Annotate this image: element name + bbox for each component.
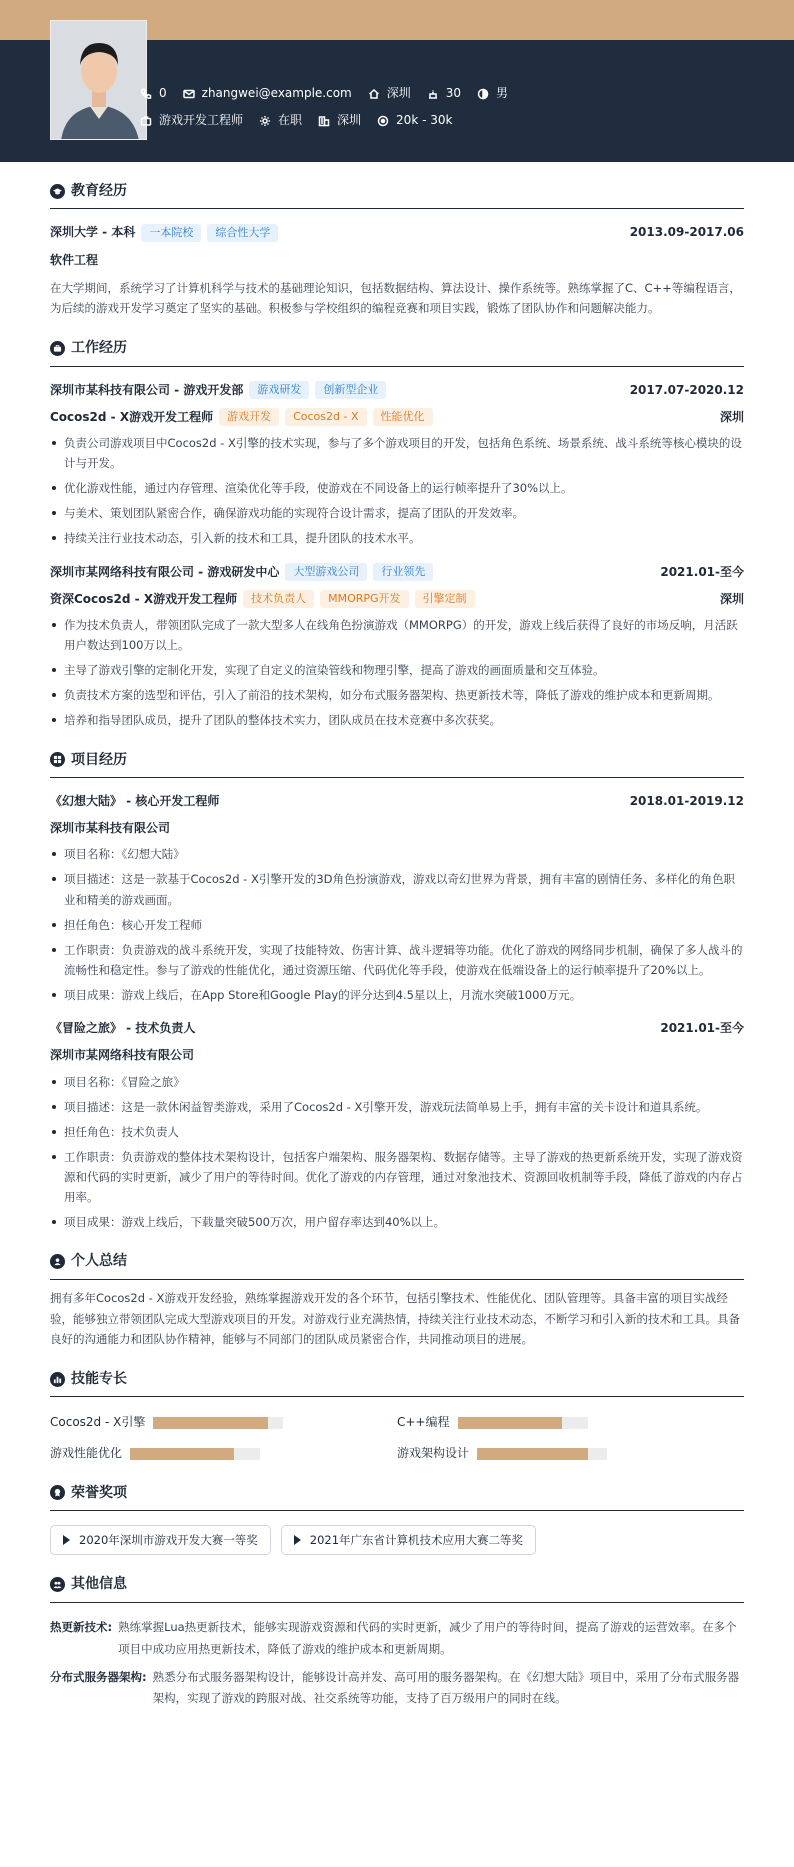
header-info-text: 游戏开发工程师 bbox=[159, 113, 244, 127]
project-company: 深圳市某科技有限公司 bbox=[50, 821, 171, 836]
job-role: Cocos2d - X游戏开发工程师 bbox=[50, 409, 214, 424]
grid-icon bbox=[50, 752, 65, 767]
project-entry bbox=[50, 792, 744, 1005]
project-name: 《冒险之旅》 - 技术负责人 bbox=[50, 1021, 196, 1036]
phone-icon bbox=[140, 88, 152, 100]
header-info-text: 0 bbox=[159, 86, 167, 100]
other-info-key: 热更新技术: bbox=[50, 1619, 113, 1634]
building-icon bbox=[318, 115, 330, 127]
summary-section bbox=[50, 1250, 744, 1349]
mail-icon bbox=[183, 88, 195, 100]
list-item: 项目名称：《幻想大陆》 bbox=[50, 844, 744, 864]
header-info-text: 深圳 bbox=[386, 86, 411, 100]
header-info-text: 在职 bbox=[278, 113, 303, 127]
section-title: 项目经历 bbox=[71, 751, 127, 768]
skill-bar-fill bbox=[477, 1448, 588, 1460]
header-info-item bbox=[140, 111, 243, 130]
section-title: 工作经历 bbox=[71, 340, 127, 357]
skill-bar-fill bbox=[458, 1417, 562, 1429]
role-tag: 游戏开发 bbox=[219, 408, 279, 426]
list-item: 工作职责：负责游戏的整体技术架构设计，包括客户端架构、服务器架构、数据存储等。主导了游戏的热更新系统开发，实现了游戏资源和代码的实时更新，减少了用户的等待时间。优化了游戏的内存管理，通过对象池技术、资源回收机制等手段，降低了游戏的内存占用率。 bbox=[50, 1147, 744, 1207]
users-icon bbox=[50, 1577, 65, 1592]
section-title: 技能专长 bbox=[71, 1370, 127, 1387]
skill-item bbox=[397, 1413, 744, 1432]
role-tag: 引擎定制 bbox=[415, 590, 475, 608]
status-row bbox=[140, 111, 468, 130]
job-date: 2017.07-2020.12 bbox=[629, 382, 744, 397]
list-item: 优化游戏性能，通过内存管理、渲染优化等手段，使游戏在不同设备上的运行帧率提升了30%以上。 bbox=[50, 478, 744, 498]
bar-chart-icon bbox=[50, 1372, 65, 1387]
home-icon bbox=[368, 88, 380, 100]
school-name: 深圳大学 - 本科 bbox=[50, 225, 136, 240]
list-item: 持续关注行业技术动态，引入新的技术和工具，提升团队的技术水平。 bbox=[50, 528, 744, 548]
list-item: 主导了游戏引擎的定制化开发，实现了自定义的渲染管线和物理引擎，提高了游戏的画面质量和交互体验。 bbox=[50, 660, 744, 680]
education-description: 在大学期间，系统学习了计算机科学与技术的基础理论知识，包括数据结构、算法设计、操作系统等。熟练掌握了C、C++等编程语言，为后续的游戏开发学习奠定了坚实的基础。积极参与学校组织的编程竞赛和项目实践，锻炼了团队协作和问题解决能力。 bbox=[50, 280, 741, 316]
triangle-icon bbox=[63, 1535, 70, 1545]
briefcase-icon bbox=[50, 341, 65, 356]
project-company: 深圳市某网络科技有限公司 bbox=[50, 1048, 195, 1063]
education-date: 2013.09-2017.06 bbox=[629, 225, 744, 240]
graduation-cap-icon bbox=[50, 184, 65, 199]
other-info-key: 分布式服务器架构: bbox=[50, 1669, 147, 1684]
other-info-item bbox=[50, 1617, 744, 1661]
list-item: 负责技术方案的选型和评估，引入了前沿的技术架构，如分布式服务器架构、热更新技术等，降低了游戏的维护成本和更新周期。 bbox=[50, 685, 744, 705]
company-tag: 行业领先 bbox=[373, 563, 433, 581]
award-item bbox=[50, 1525, 271, 1555]
list-item: 担任角色：技术负责人 bbox=[50, 1122, 744, 1142]
skill-name: C++编程 bbox=[397, 1415, 450, 1430]
list-item: 与美术、策划团队紧密合作，确保游戏功能的实现符合设计需求，提高了团队的开发效率。 bbox=[50, 503, 744, 523]
other-info-value: 熟悉分布式服务器架构设计，能够设计高并发、高可用的服务器架构。在《幻想大陆》项目中，采用了分布式服务器架构，实现了游戏的跨服对战、社交系统等功能，支持了百万级用户的同时在线。 bbox=[152, 1669, 740, 1706]
project-name: 《幻想大陆》 - 核心开发工程师 bbox=[50, 793, 220, 808]
list-item: 项目描述：这是一款休闲益智类游戏，采用了Cocos2d - X引擎开发，游戏玩法简单易上手，拥有丰富的关卡设计和道具系统。 bbox=[50, 1097, 744, 1117]
job-city: 深圳 bbox=[719, 591, 744, 606]
position-icon bbox=[140, 115, 152, 127]
list-item: 担任角色：核心开发工程师 bbox=[50, 915, 744, 935]
role-tag: 性能优化 bbox=[373, 408, 433, 426]
skill-item bbox=[50, 1413, 397, 1432]
education-section bbox=[50, 180, 744, 319]
job-city: 深圳 bbox=[719, 409, 744, 424]
project-date: 2021.01-至今 bbox=[660, 1021, 744, 1036]
list-item: 项目描述：这是一款基于Cocos2d - X引擎开发的3D角色扮演游戏，游戏以奇幻世界为背景，拥有丰富的剧情任务、多样化的角色职业和精美的游戏画面。 bbox=[50, 869, 744, 909]
other-info-value: 熟练掌握Lua热更新技术，能够实现游戏资源和代码的实时更新，减少了用户的等待时间，提高了游戏的运营效率。在多个项目中成功应用热更新技术，降低了游戏的维护成本和更新周期。 bbox=[118, 1619, 737, 1656]
work-section bbox=[50, 337, 744, 730]
header-info-item bbox=[377, 111, 452, 130]
status-icon bbox=[259, 115, 271, 127]
triangle-icon bbox=[294, 1535, 301, 1545]
skill-bar bbox=[458, 1417, 588, 1429]
company-tag: 大型游戏公司 bbox=[285, 563, 367, 581]
job-role: 资深Cocos2d - X游戏开发工程师 bbox=[50, 591, 238, 606]
major: 软件工程 bbox=[50, 252, 99, 267]
awards-section bbox=[50, 1482, 744, 1556]
job-entry bbox=[50, 563, 744, 731]
header-info-item bbox=[477, 84, 508, 103]
award-text: 2020年深圳市游戏开发大赛一等奖 bbox=[79, 1533, 258, 1548]
section-title: 个人总结 bbox=[71, 1253, 127, 1270]
projects-section bbox=[50, 749, 744, 1233]
header-info-item bbox=[368, 84, 411, 103]
salary-icon bbox=[377, 115, 389, 127]
list-item: 项目名称：《冒险之旅》 bbox=[50, 1072, 744, 1092]
role-tag: 技术负责人 bbox=[243, 590, 314, 608]
summary-text: 拥有多年Cocos2d - X游戏开发经验，熟练掌握游戏开发的各个环节，包括引擎技术、性能优化、团队管理等。具备丰富的项目实战经验，能够独立带领团队完成大型游戏项目的开发。对游戏行业充满热情，持续关注行业技术动态，不断学习和引入新的技术和工具。具备良好的沟通能力和团队协作精神，能够与不同部门的团队成员紧密合作，共同推动项目的进展。 bbox=[50, 1290, 740, 1347]
skill-bar bbox=[130, 1448, 260, 1460]
age-icon bbox=[427, 88, 439, 100]
header-info-text: zhangwei@example.com bbox=[201, 86, 352, 100]
skills-section bbox=[50, 1368, 744, 1464]
header-info-item bbox=[183, 84, 352, 103]
job-entry bbox=[50, 381, 744, 549]
header-info-text: 30 bbox=[445, 86, 462, 100]
company-tag: 创新型企业 bbox=[315, 381, 386, 399]
header-info-item bbox=[318, 111, 361, 130]
header-info-item bbox=[140, 84, 167, 103]
list-item: 负责公司游戏项目中Cocos2d - X引擎的技术实现，参与了多个游戏项目的开发，包括角色系统、场景系统、战斗系统等核心模块的设计与开发。 bbox=[50, 433, 744, 473]
skill-name: 游戏性能优化 bbox=[50, 1446, 123, 1461]
skill-item bbox=[50, 1444, 397, 1463]
header-info-item bbox=[259, 111, 302, 130]
contact-row bbox=[140, 84, 524, 103]
skill-bar bbox=[477, 1448, 607, 1460]
section-title: 教育经历 bbox=[71, 183, 127, 199]
project-entry bbox=[50, 1019, 744, 1232]
user-icon bbox=[50, 1254, 65, 1269]
section-title: 其他信息 bbox=[71, 1576, 127, 1593]
section-title: 荣誉奖项 bbox=[71, 1484, 127, 1501]
skill-bar bbox=[153, 1417, 283, 1429]
role-tag: Cocos2d - X bbox=[285, 408, 366, 426]
skill-bar-fill bbox=[153, 1417, 267, 1429]
role-tag: MMORPG开发 bbox=[320, 590, 408, 608]
header-info-text: 20k - 30k bbox=[396, 113, 453, 127]
list-item: 工作职责：负责游戏的战斗系统开发，实现了技能特效、伤害计算、战斗逻辑等功能。优化了游戏的网络同步机制，确保了多人战斗的流畅性和稳定性。参与了游戏的性能优化，通过资源压缩、代码优化等手段，使游戏在低端设备上的运行帧率提升了20%以上。 bbox=[50, 940, 744, 980]
avatar bbox=[50, 20, 147, 140]
skill-name: 游戏架构设计 bbox=[397, 1446, 470, 1461]
award-text: 2021年广东省计算机技术应用大赛二等奖 bbox=[309, 1533, 524, 1548]
resume-header bbox=[0, 40, 794, 162]
header-info-text: 男 bbox=[496, 86, 509, 100]
job-date: 2021.01-至今 bbox=[660, 564, 744, 579]
other-section bbox=[50, 1573, 744, 1710]
school-tag: 一本院校 bbox=[141, 224, 201, 242]
award-icon bbox=[50, 1485, 65, 1500]
school-tag: 综合性大学 bbox=[207, 224, 278, 242]
skill-name: Cocos2d - X引擎 bbox=[50, 1415, 146, 1430]
company-name: 深圳市某网络科技有限公司 - 游戏研发中心 bbox=[50, 564, 280, 579]
list-item: 培养和指导团队成员，提升了团队的整体技术实力，团队成员在技术竞赛中多次获奖。 bbox=[50, 710, 744, 730]
skill-bar-fill bbox=[130, 1448, 234, 1460]
award-item bbox=[281, 1525, 536, 1555]
other-info-item bbox=[50, 1667, 744, 1711]
company-name: 深圳市某科技有限公司 - 游戏开发部 bbox=[50, 382, 244, 397]
project-date: 2018.01-2019.12 bbox=[629, 793, 744, 808]
company-tag: 游戏研发 bbox=[249, 381, 309, 399]
header-info-item bbox=[427, 84, 461, 103]
header-info-text: 深圳 bbox=[337, 113, 362, 127]
skill-item bbox=[397, 1444, 744, 1463]
list-item: 项目成果：游戏上线后，在App Store和Google Play的评分达到4.5星以上，月流水突破1000万元。 bbox=[50, 985, 744, 1005]
list-item: 作为技术负责人，带领团队完成了一款大型多人在线角色扮演游戏（MMORPG）的开发，游戏上线后获得了良好的市场反响，月活跃用户数达到100万以上。 bbox=[50, 615, 744, 655]
gender-icon bbox=[477, 88, 489, 100]
list-item: 项目成果：游戏上线后，下载量突破500万次，用户留存率达到40%以上。 bbox=[50, 1212, 744, 1232]
